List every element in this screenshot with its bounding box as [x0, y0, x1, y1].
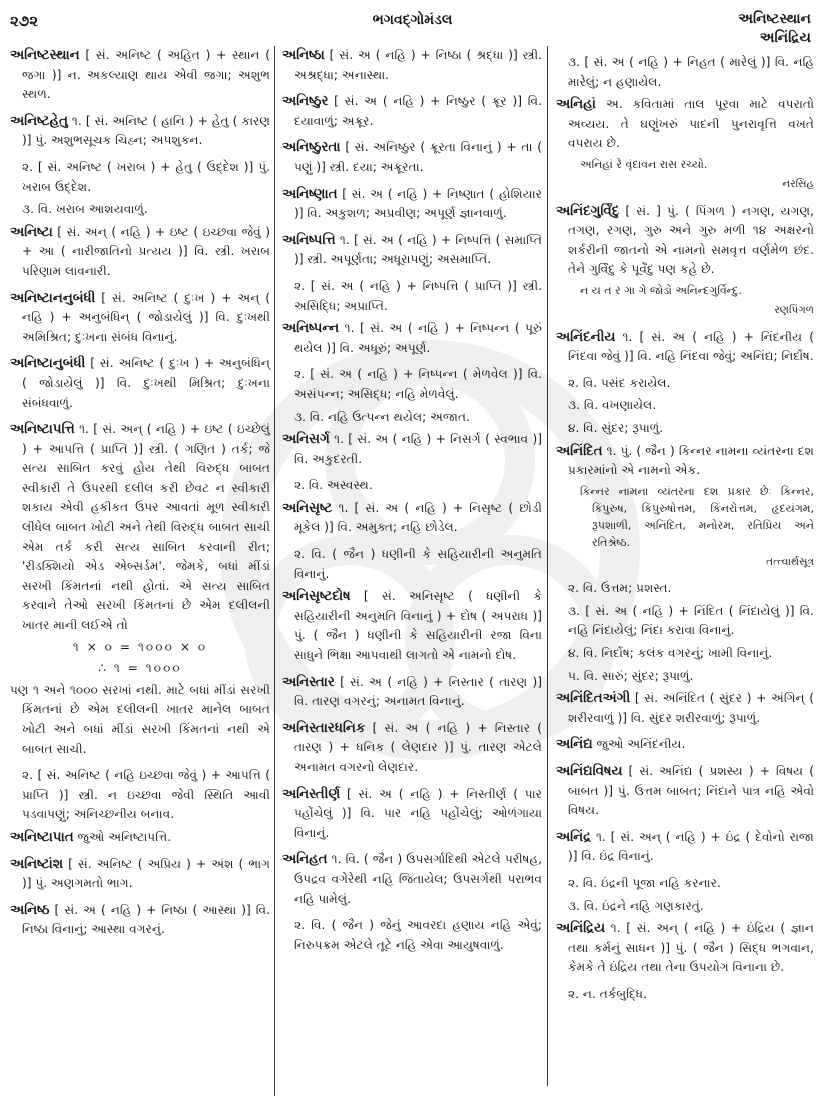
- headword: અનિષ્ઠ: [10, 902, 50, 918]
- dictionary-entry: [282, 319, 542, 358]
- definition-text: [ સં. અ ( નહિ ) + નિષ્ણાત ( હોશિયાર )] વિ. અકુશળ; અપ્રવીણ; અપૂર્ણ જ્ઞાનવાળું.: [294, 186, 542, 221]
- column-1: [10, 46, 270, 947]
- sense-definition: ૨. વિ. પસંદ કરાયેલ.: [568, 375, 671, 390]
- formula-line: ૧ × ૦ = ૧૦૦૦ × ૦: [72, 639, 208, 654]
- headword: અનિસૃષ્ટ: [282, 500, 333, 516]
- headword: અનિષ્ટાનુબંધી: [10, 356, 86, 372]
- dictionary-entry: [282, 185, 542, 224]
- dictionary-entry: [556, 762, 814, 821]
- dictionary-entry: [556, 735, 814, 755]
- dictionary-entry: [10, 46, 270, 105]
- column-3: [556, 46, 814, 1008]
- definition-text: ૧. પું. ( જૈન ) કિન્નર નામના વ્યંતરના દશ પ્રકારમાંનો એ નામનો એક.: [568, 443, 814, 478]
- headword: અનિષ્પત્તિ: [282, 232, 336, 248]
- page-number: ૨૭૨: [10, 12, 39, 30]
- definition-text: [ સં. અનિષ્ટ ( દુઃખ ) + અન્ ( નહિ ) + અનુબંધિન્ ( જોડાયેલું )] વિ. દુઃખથી અમિશ્રિત; દુઃખના સંબંધ વિનાનું.: [22, 290, 270, 344]
- definition-text: [ સં. અ ( નહિ ) + નિષ્ઠુર ( ક્રૂર )] વિ. દયાવાળું; અક્રૂર.: [294, 94, 542, 128]
- headword: અનિષ્ટાપત્તિ: [10, 422, 75, 438]
- headword: અનિંદ્ર: [556, 829, 592, 845]
- sense-definition: ૫. વિ. સારું; સુંદર; રૂપાળું.: [568, 668, 694, 683]
- headword: અનિહાં: [556, 97, 596, 113]
- headword: અનિસ્તીર્ણ: [282, 786, 341, 802]
- headword: અનિષ્ટાપાત: [10, 829, 74, 845]
- sense-definition: ૨. વિ. ઇંદ્રની પૂજા નહિ કરનાર.: [568, 876, 721, 890]
- sense-definition: ૨. ન. તર્કબુદ્ધિ.: [568, 986, 647, 1001]
- dictionary-entry: [10, 112, 270, 151]
- sense-definition: ૨. [ સં. અ ( નહિ ) + નિષ્પન્ન ( મેળવેલ )] વિ. અસંપન્ન; અસિદ્ધ; નહિ મેળવેલું.: [294, 367, 542, 401]
- column-divider: [274, 46, 275, 1096]
- headword: અનિષ્ણાત: [282, 186, 338, 202]
- dictionary-entry: [10, 420, 270, 759]
- dictionary-entry: [10, 289, 270, 348]
- headword: અનિંદ્યવિષય: [556, 764, 623, 780]
- definition-text: [ સં. અ ( નહિ ) + નિસ્તાર ( તારણ ) + ધનિક ( લેણદાર )] પું. તારણ એટલે અનામત વગરનો લેણદાર.: [294, 720, 542, 774]
- dictionary-entry: [282, 46, 542, 85]
- dictionary-entry: [282, 785, 542, 844]
- definition-text: ૧. [ સં. અન્ ( નહિ ) + ઇષ્ટ ( ઇચ્છેલું ) + આપત્તિ ( પ્રાપ્તિ )] સ્ત્રી. ( ગણિત ) તર્ક; જે સત્ય સાબિત કરવું હોય તેથી વિરુદ્ધ બાબત સ્વીકારી તે ઉપરથી દલીલ કરી છેવટ ન સ્વીકારી શકાય એવી હકીકત ઉપર આવતાં મૂળ સ્વીકારી લીધેલ બાબત ખોટી અને તેથી વિરુદ્ધ બાબત સાચી એમ તર્ક કરી સત્ય સાબિત કરવાની રીત; 'રીડક્શિયો એડ એબ્સર્ડમ'. જેમકે, બધાં મીંડાં સરખી કિંમતનાં નથી હોતાં. એ સત્ય સાબિત કરવાને તેઓ સરખી કિંમતનાં છે એમ દલીલની ખાતર માની લઈએ તો: [22, 422, 270, 633]
- citation-source: રણપિંગળ: [774, 303, 814, 316]
- sense-definition: ૨. વિ. ( જૈન ) ધણીની કે સહિયારીની અનુમતિ વિનાનું.: [294, 547, 542, 581]
- headword: અનિષ્પન્ન: [282, 321, 340, 337]
- dictionary-entry: [282, 92, 542, 131]
- citation-source: તત્ત્વાર્થસૂત્ર: [766, 555, 814, 568]
- dictionary-entry: [10, 855, 270, 894]
- sense-definition: ૩. [ સં. અ ( નહિ ) + નિંદિત ( નિંદાયેલું )] વિ. નહિ નિંદાયેલું; નિંદા કરાવા વિનાનું.: [568, 603, 814, 638]
- definition-text: અ. કવિતામાં તાલ પૂરવા માટે વપરાતો અવ્યય. તે ઘણુંખરું પાદની પુનરાવૃત્તિ વખતે વપરાય છે.: [568, 97, 814, 151]
- sense-definition: ૨. [ સં. અનિષ્ટ ( ખરાબ ) + હેતુ ( ઉદ્દેશ )] પું. ખરાબ ઉદ્દેશ.: [22, 159, 270, 194]
- guide-words: [738, 10, 811, 48]
- headword: અનિસૃષ્ટદોષ: [282, 589, 351, 605]
- headword: અનિષ્ઠુર: [282, 94, 329, 110]
- sense-definition: ૩. વિ. ઇંદ્રને નહિ ગણકારતું.: [568, 898, 704, 913]
- citation-quote: અનિહાં રે વૃંદાવન રાસ રચ્યો.: [580, 157, 708, 171]
- dictionary-entry: [282, 499, 542, 538]
- definition-text: ૧. [ સં. અન્ ( નહિ ) + ઇંદ્રિય ( જ્ઞાન તથા કર્મનું સાધન )] પું. ( જૈન ) સિદ્ધ ભગવાન, કેમકે તે ઇંદ્રિય તથા તેના ઉપયોગ વિનાના છે.: [568, 921, 814, 975]
- headword: અનિષ્ટહેતુ: [10, 113, 68, 129]
- definition-text: [ સં. અ ( નહિ ) + નિષ્ઠા ( શ્રદ્ધા )] સ્ત્રી. અશ્રદ્ધા; અનાસ્થા.: [294, 48, 542, 82]
- formula-line: ∴ ૧ = ૧૦૦૦: [98, 661, 182, 676]
- dictionary-entry: [556, 442, 814, 573]
- definition-text: ૧. [ સં. અ ( નહિ ) + નિસર્ગ ( સ્વભાવ )] વિ. અકુદરતી.: [294, 432, 542, 466]
- definition-text: [ સં. અ ( નહિ ) + નિષ્ઠા ( આસ્થા )] વિ. નિષ્ઠા વિનાનું; આસ્થા વગરનું.: [22, 902, 270, 937]
- definition-text: ૧. [ સં. અનિષ્ટ ( હાનિ ) + હેતુ ( કારણ )] પું. અશુભસૂચક ચિહ્ન; અપશુકન.: [22, 113, 270, 148]
- headword: અનિષ્ટાનનુબંધી: [10, 290, 96, 306]
- sense-definition: ૩. વિ. નહિ ઉત્પન્ન થયેલ; અજાત.: [294, 409, 471, 424]
- running-title: ભગવદ્ગોમંડલ: [372, 12, 453, 28]
- column-2: [282, 46, 542, 958]
- headword: અનિંદગુર્વિંદુ: [556, 203, 620, 219]
- dictionary-entry: [10, 223, 270, 282]
- citation-source: નરસિંહ: [782, 177, 814, 190]
- sense-definition: ૨. વિ. અસ્વસ્થ.: [294, 478, 373, 493]
- column-divider: [547, 46, 548, 1086]
- headword: અનિષ્ટસ્થાન: [10, 48, 80, 63]
- sense-definition: ૪. વિ. સુંદર; રૂપાળું.: [568, 420, 664, 435]
- sense-definition: ૩. [ સં. અ ( નહિ ) + નિહત ( મારેલું )] વિ. નહિ મારેલું; ન હણાયેલ.: [568, 55, 814, 89]
- dictionary-entry: [556, 828, 814, 867]
- definition-text: જુઓ અનિષ્ટાપત્તિ.: [73, 829, 172, 844]
- headword: અનિંદિતઅંગી: [556, 691, 631, 707]
- headword: અનિંદ્ય: [556, 737, 593, 753]
- sense-definition: ૩. વિ. વખણાયેલ.: [568, 398, 657, 413]
- guide-word-last: અનિંદ્રિય: [759, 30, 811, 46]
- dictionary-entry: [556, 95, 814, 194]
- definition-text: ૧. [ સં. અ ( નહિ ) + નિષ્પત્તિ ( સમાપ્તિ )] સ્ત્રી. અપૂર્ણતા; અધૂરાપણું; અસમાપ્તિ.: [294, 232, 542, 267]
- dictionary-entry: [282, 138, 542, 177]
- definition-text: [ સં. અનિંદ્ય ( પ્રશસ્ય ) + વિષય ( બાબત )] પું. ઉત્તમ બાબત; નિંદાને પાત્ર નહિ એવો વિષય.: [568, 764, 814, 818]
- headword: અનિંદ્રિય: [556, 921, 606, 937]
- definition-text: ૧. વિ. ( જૈન ) ઉપસર્ગાદિથી એટલે પરીષહ, ઉપદ્રવ વગેરેથી નહિ જિતાયેલ; ઉપસર્ગથી પરાભવ નહિ પામેલું.: [294, 852, 542, 906]
- definition-text: ૧. [ સં. અન્ ( નહિ ) + ઇંદ્ર ( દેવોનો રાજા )] વિ. ઇંદ્ર વિનાનું.: [568, 829, 814, 864]
- definition-text: [ સં. અનિષ્ટ ( દુઃખ ) + અનુબંધિન્ ( જોડાયેલું )] વિ. દુઃખથી મિશ્રિત; દુઃખના સંબંધવાળું.: [22, 356, 270, 410]
- headword: અનિસ્તારધનિક: [282, 720, 366, 736]
- definition-text: [ સં. અનિંદિત ( સુંદર ) + અંગિન્ ( શરીરવાળું )] વિ. સુંદર શરીરવાળું; રૂપાળું.: [568, 691, 814, 725]
- definition-text: જુઓ અનિંદનીય.: [592, 737, 686, 752]
- dictionary-entry: [282, 850, 542, 909]
- sense-definition: ૨. વિ. ( જૈન ) જેનું આવરદા હણાય નહિ એવું; નિરુપક્રમ એટલે તૂટે નહિ એવા આયુષવાળું.: [294, 918, 542, 952]
- headword: અનિષ્ટા: [10, 224, 53, 240]
- sense-definition: ૩. વિ. ખરાબ આશયવાળું.: [22, 202, 148, 217]
- headword: અનિસર્ગ: [282, 432, 330, 448]
- dictionary-entry: [556, 689, 814, 728]
- dictionary-entry: [556, 328, 814, 367]
- definition-text: [ સં. અનિષ્ઠુર ( ક્રૂરતા વિનાનું ) + તા ( પણું )] સ્ત્રી. દયા; અક્રૂરતા.: [294, 140, 542, 174]
- sense-definition: ૨. [ સં. અનિષ્ટ ( નહિ ઇચ્છવા જેવું ) + આપત્તિ ( પ્રાપ્તિ )] સ્ત્રી. ન ઇચ્છવા જેવી સ્થિતિ આવી પડવાપણું; અનિચ્છનીય બનાવ.: [22, 768, 270, 822]
- dictionary-entry: [10, 354, 270, 413]
- definition-continuation: પણ ૧ અને ૧૦૦૦ સરખાં નથી. માટે બધાં મીંડાં સરખી કિંમતનાં છે એમ દલીલની ખાતર માનેલ બાબત ખોટી અને બધાં મીંડાં સરખી કિંમતનાં નથી એ બાબત સાચી.: [10, 682, 270, 756]
- dictionary-entry: [282, 587, 542, 665]
- headword: અનિંદિત: [556, 443, 603, 459]
- definition-text: [ સં. ] પું. ( પિંગળ ) નગણ, યગણ, તગણ, રગણ, ગુરુ અને ગુરુ મળી ૧૪ અક્ષરનો શર્કરીની જાતનો એ નામનો સમવૃત્ત વર્ણમેળ છંદ. તેને ગુર્વિંદુ કે પૂર્વેંદુ પણ કહે છે.: [568, 203, 814, 277]
- dictionary-entry: [282, 231, 542, 270]
- dictionary-entry: [556, 202, 814, 321]
- sense-definition: ૨. વિ. ઉત્તમ; પ્રશસ્ત.: [568, 581, 672, 596]
- citation-quote: ન ય ત ર ગા ગે જોડો અનિન્દગુર્વિન્દુ.: [580, 283, 742, 297]
- headword: અનિષ્ટાંશ: [10, 856, 64, 872]
- sense-definition: ૪. વિ. નિર્દોષ; કલંક વગરનું; ખામી વિનાનું.: [568, 646, 773, 661]
- dictionary-entry: [282, 430, 542, 469]
- headword: અનિષ્ઠુરતા: [282, 140, 341, 156]
- definition-text: ૧. [ સં. અ ( નહિ ) + નિસૃષ્ટ ( છોડી મૂકેલ )] વિ. અમુક્ત; નહિ છોડેલ.: [294, 500, 542, 535]
- dictionary-entry: [10, 828, 270, 848]
- definition-text: [ સં. અનિષ્ટ ( અપ્રિય ) + અંશ ( ભાગ )] પું. અણગમતો ભાગ.: [22, 856, 270, 891]
- dictionary-entry: [556, 919, 814, 978]
- headword: અનિસ્તાર: [282, 674, 335, 690]
- definition-text: ૧. [ સં. અ ( નહિ ) + નિંદનીય ( નિંદવા જેવું )] વિ. નહિ નિંદવા જેવું; અનિંદ્ય; નિર્દોષ.: [568, 329, 814, 364]
- dictionary-entry: [10, 901, 270, 940]
- page-header: [0, 6, 825, 46]
- headword: અનિહત: [282, 852, 328, 868]
- headword: અનિંદનીય: [556, 329, 616, 345]
- definition-text: [ સં. અ ( નહિ ) + નિસ્તાર ( તારણ )] વિ. તારણ વગરનું; અનામત વિનાનું.: [294, 674, 542, 709]
- definition-text: [ સં. અ ( નહિ ) + નિસ્તીર્ણ ( પાર પહોંચેલું )] વિ. પાર નહિ પહોંચેલું; ઓળંગાયા વિનાનું.: [294, 786, 542, 840]
- definition-text: [ સં. અનિસૃષ્ટ ( ધણીની કે સહિયારીની અનુમતિ વિનાનું ) + દોષ ( અપરાધ )] પું. ( જૈન ) ધણીની કે સહિયારીની રજા વિના સાધુને ભિક્ષા આપવાથી લાગતો એ નામનો દોષ.: [294, 589, 542, 663]
- dictionary-entry: [282, 673, 542, 712]
- sense-definition: ૨. [ સં. અ ( નહિ ) + નિષ્પત્તિ ( પ્રાપ્તિ )] સ્ત્રી. અસિદ્ધિ; અપ્રાપ્તિ.: [294, 278, 542, 313]
- guide-word-first: અનિષ્ટસ્થાન: [738, 11, 811, 27]
- definition-text: [ સં. અન્ ( નહિ ) + ઇષ્ટ ( ઇચ્છવા જેવું ) + આ ( નારીજાતિનો પ્રત્યય )] વિ. સ્ત્રી. ખરાબ પરિણામ લાવનારી.: [22, 224, 270, 278]
- definition-text: [ સં. અનિષ્ટ ( અહિત ) + સ્થાન ( જગા )] ન. અકલ્યાણ થાય એવી જગા; અશુભ સ્થળ.: [22, 48, 270, 102]
- definition-text: ૧. [ સં. અ ( નહિ ) + નિષ્પન્ન ( પૂરું થયેલ )] વિ. અધૂરું; અપૂર્ણ.: [294, 321, 542, 355]
- dictionary-entry: [282, 719, 542, 778]
- headword: અનિષ્ઠા: [282, 48, 325, 63]
- citation-quote: કિન્નર નામના વ્યંતરના દશ પ્રકાર છેઃ કિન્નર, કિંપુરુષ, કિંપુરુષોત્તમ, કિંનરોત્તમ, હૃદયંગમ, રૂપશાળી, અનિંદિત, મનોરમ, રતિપ્રિય અને રતિશ્રેષ્ઠ.: [580, 484, 814, 549]
